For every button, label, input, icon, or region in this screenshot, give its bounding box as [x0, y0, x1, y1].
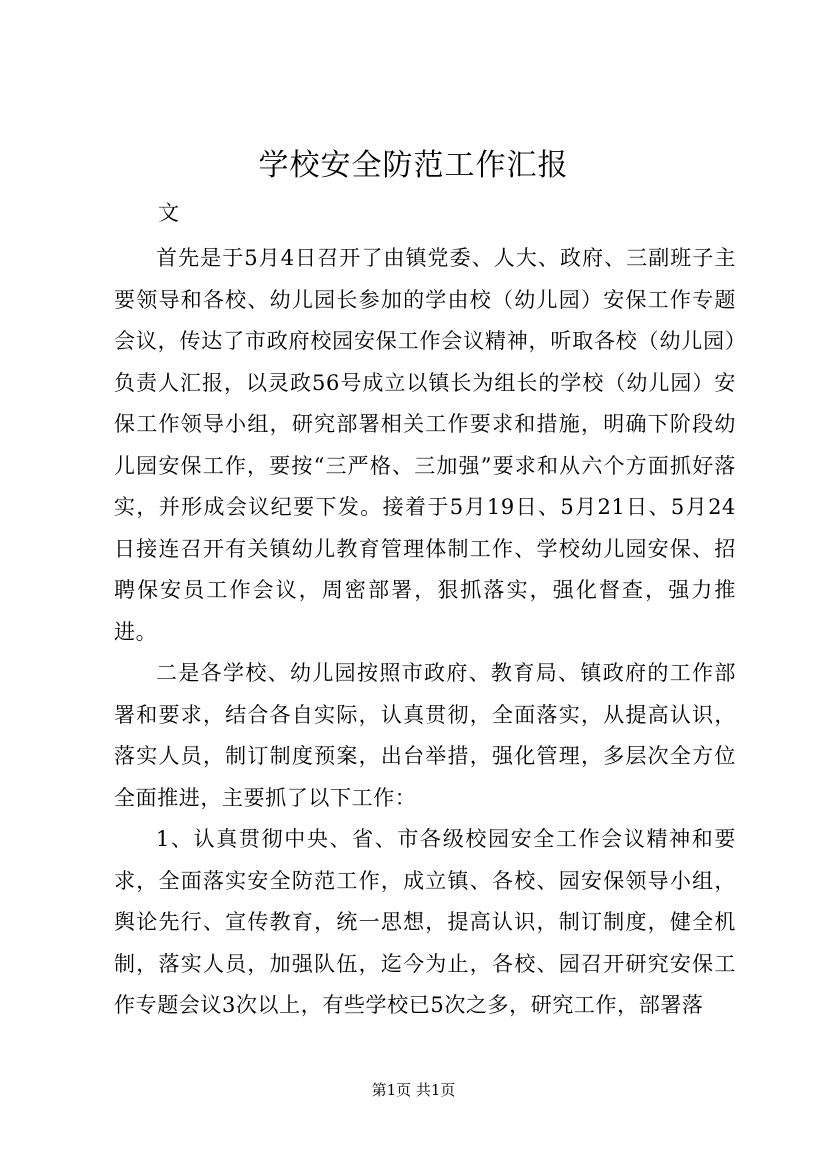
document-title: 学校安全防范工作汇报: [258, 148, 569, 183]
document-body: [114, 238, 736, 1027]
paragraph-2: 二是各学校、幼儿园按照市政府、教育局、镇政府的工作部署和要求，结合各自实际，认真贯彻，全面落实，从提高认识，落实人员，制订制度预案，出台举措，强化管理，多层次全方位全面推进，主要抓了以下工作：: [114, 661, 736, 810]
paragraph-1: 首先是于5月4日召开了由镇党委、人大、政府、三副班子主要领导和各校、幼儿园长参加的学由校（幼儿园）安保工作专题会议，传达了市政府校园安保工作会议精神，听取各校（幼儿园）负责人汇报，以灵政56号成立以镇长为组长的学校（幼儿园）安保工作领导小组，研究部署相关工作要求和措施，明确下阶段幼儿园安保工作，要按“三严格、三加强”要求和从六个方面抓好落实，并形成会议纪要下发。接着于5月19日、5月21日、5月24日接连召开有关镇幼儿教育管理体制工作、学校幼儿园安保、招聘保安员工作会议，周密部署，狠抓落实，强化督查，强力推进。: [114, 246, 736, 644]
author-line: 文: [158, 201, 179, 225]
paragraph-3: 1、认真贯彻中央、省、市各级校园安全工作会议精神和要求，全面落实安全防范工作，成立镇、各校、园安保领导小组，舆论先行、宣传教育，统一思想，提高认识，制订制度，健全机制，落实人员，加强队伍，迄今为止，各校、园召开研究安保工作专题会议3次以上，有些学校已5次之多，研究工作，部署落: [114, 827, 736, 1017]
page-footer: 第1页 共1页: [371, 1081, 456, 1099]
